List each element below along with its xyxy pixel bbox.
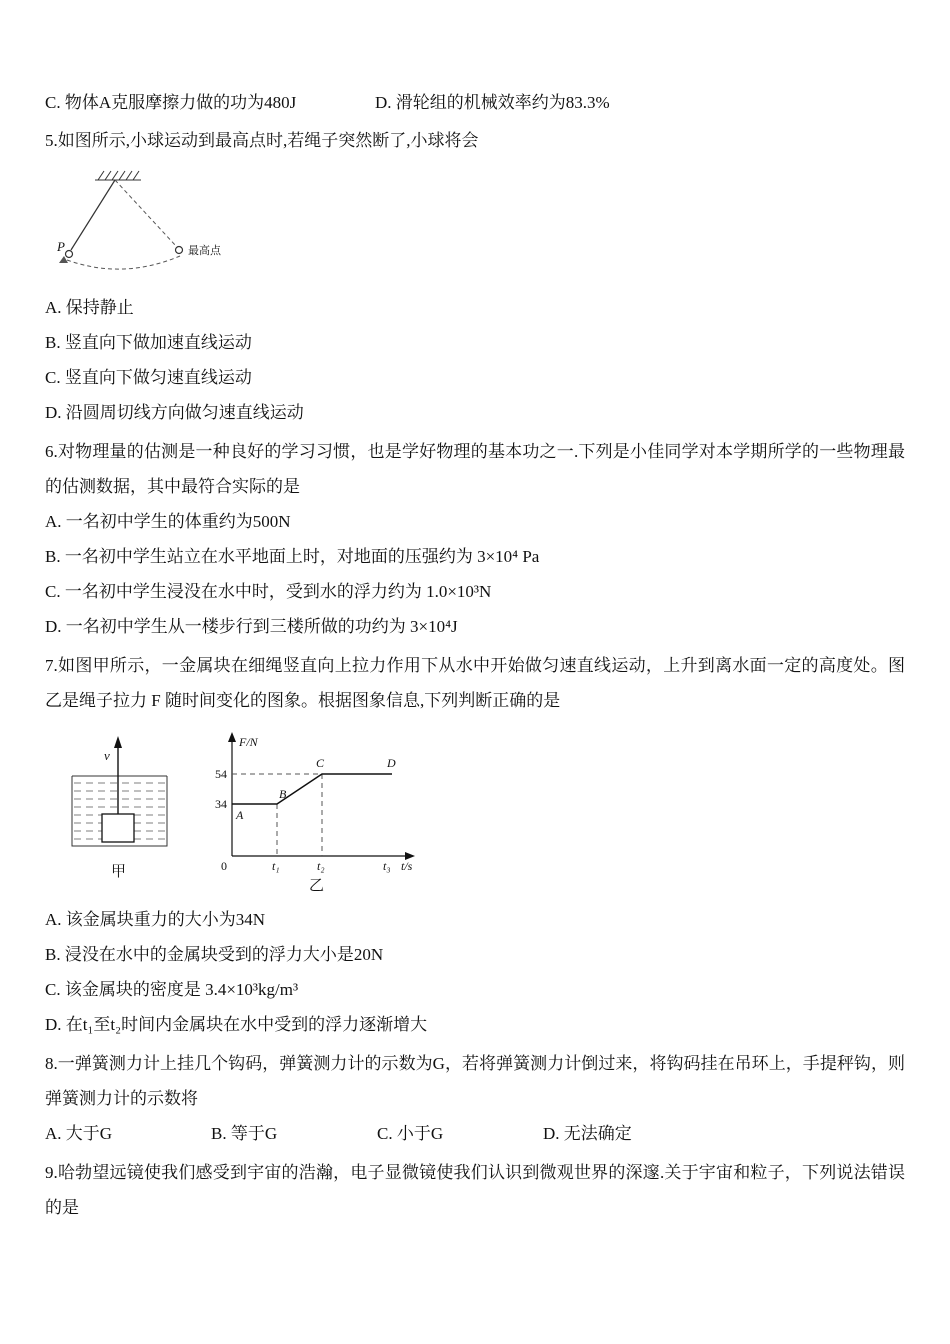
tick-t3: t₃	[383, 859, 391, 873]
q5-option-d: D. 沿圆周切线方向做匀速直线运动	[45, 403, 304, 422]
pendulum-string	[71, 180, 115, 250]
q7-stem: 7.如图甲所示，一金属块在细绳竖直向上拉力作用下从水中开始做匀速直线运动，上升到离水面一定的高度处。图乙是绳子拉力 F 随时间变化的图象。根据图象信息,下列判断正确的是	[45, 656, 905, 710]
point-c-label: C	[316, 756, 325, 770]
q9-stem: 9.哈勃望远镜使我们感受到宇宙的浩瀚，电子显微镜使我们认识到微观世界的深邃.关于宇宙和粒子，下列说法错误的是	[45, 1163, 905, 1217]
y-axis-arrowhead	[228, 732, 236, 742]
q7-option-d: D. 在t₁至t₂时间内金属块在水中受到的浮力逐渐增大	[45, 1015, 428, 1034]
force-time-graph	[215, 732, 415, 894]
q8-option-d: D. 无法确定	[543, 1124, 632, 1143]
q7-option-c: C. 该金属块的密度是 3.4×10³kg/m³	[45, 980, 299, 999]
q4-options-row	[45, 86, 905, 119]
q7-option-a: A. 该金属块重力的大小为34N	[45, 910, 266, 929]
swing-arc-dashed	[67, 256, 180, 269]
tick-t2: t₂	[317, 859, 325, 873]
block-and-graph-figure	[57, 724, 437, 896]
pendulum-figure	[57, 164, 267, 284]
q8-option-b: B. 等于G	[211, 1124, 278, 1143]
metal-block	[102, 814, 134, 842]
p-label: P	[57, 239, 65, 254]
q5-option-a: A. 保持静止	[45, 298, 134, 317]
q5-figure	[57, 164, 905, 284]
point-d-label: D	[387, 756, 396, 770]
pendulum-string-dashed	[115, 180, 176, 246]
tick-0: 0	[221, 859, 227, 873]
q8-option-a: A. 大于G	[45, 1124, 113, 1143]
tick-34: 34	[215, 797, 227, 811]
ball-at-highest	[176, 247, 183, 254]
q5-stem: 5.如图所示,小球运动到最高点时,若绳子突然断了,小球将会	[45, 131, 479, 150]
y-axis-label: F/N	[239, 735, 258, 749]
q4-option-c: C. 物体A克服摩擦力做的功为480J	[45, 93, 297, 112]
highest-point-label: 最高点	[188, 245, 221, 257]
q6-option-d: D. 一名初中学生从一楼步行到三楼所做的功约为 3×10⁴J	[45, 617, 458, 636]
q5-option-c: C. 竖直向下做匀速直线运动	[45, 368, 252, 387]
ball-at-p	[66, 251, 73, 258]
velocity-label: v	[104, 748, 110, 763]
q6-stem: 6.对物理量的估测是一种良好的学习习惯，也是学好物理的基本功之一.下列是小佳同学对本学期所学的一些物理最的估测数据，其中最符合实际的是	[45, 442, 905, 496]
ceiling-hatching	[95, 171, 141, 180]
q6-option-c: C. 一名初中学生浸没在水中时，受到水的浮力约为 1.0×10³N	[45, 582, 492, 601]
velocity-arrowhead	[114, 736, 122, 748]
point-b-label: B	[279, 787, 287, 801]
point-a-label: A	[236, 808, 244, 822]
q4-option-d: D. 滑轮组的机械效率约为83.3%	[375, 93, 610, 112]
q5-option-b: B. 竖直向下做加速直线运动	[45, 333, 252, 352]
q8-stem: 8.一弹簧测力计上挂几个钩码，弹簧测力计的示数为G，若将弹簧测力计倒过来，将钩码挂在吊环上，手提秤钩，则弹簧测力计的示数将	[45, 1054, 905, 1108]
q8-options-row	[45, 1116, 905, 1151]
force-curve	[232, 774, 392, 804]
tick-t1: t₁	[272, 859, 280, 873]
tick-54: 54	[215, 767, 227, 781]
jia-label: 甲	[111, 864, 127, 880]
water-tank	[72, 736, 167, 880]
x-axis-label: t/s	[401, 859, 413, 873]
q6-option-b: B. 一名初中学生站立在水平地面上时，对地面的压强约为 3×10⁴ Pa	[45, 547, 540, 566]
yi-label: 乙	[309, 878, 325, 894]
q7-option-b: B. 浸没在水中的金属块受到的浮力大小是20N	[45, 945, 384, 964]
q8-option-c: C. 小于G	[377, 1124, 444, 1143]
q7-figure	[57, 724, 905, 896]
q6-option-a: A. 一名初中学生的体重约为500N	[45, 512, 291, 531]
